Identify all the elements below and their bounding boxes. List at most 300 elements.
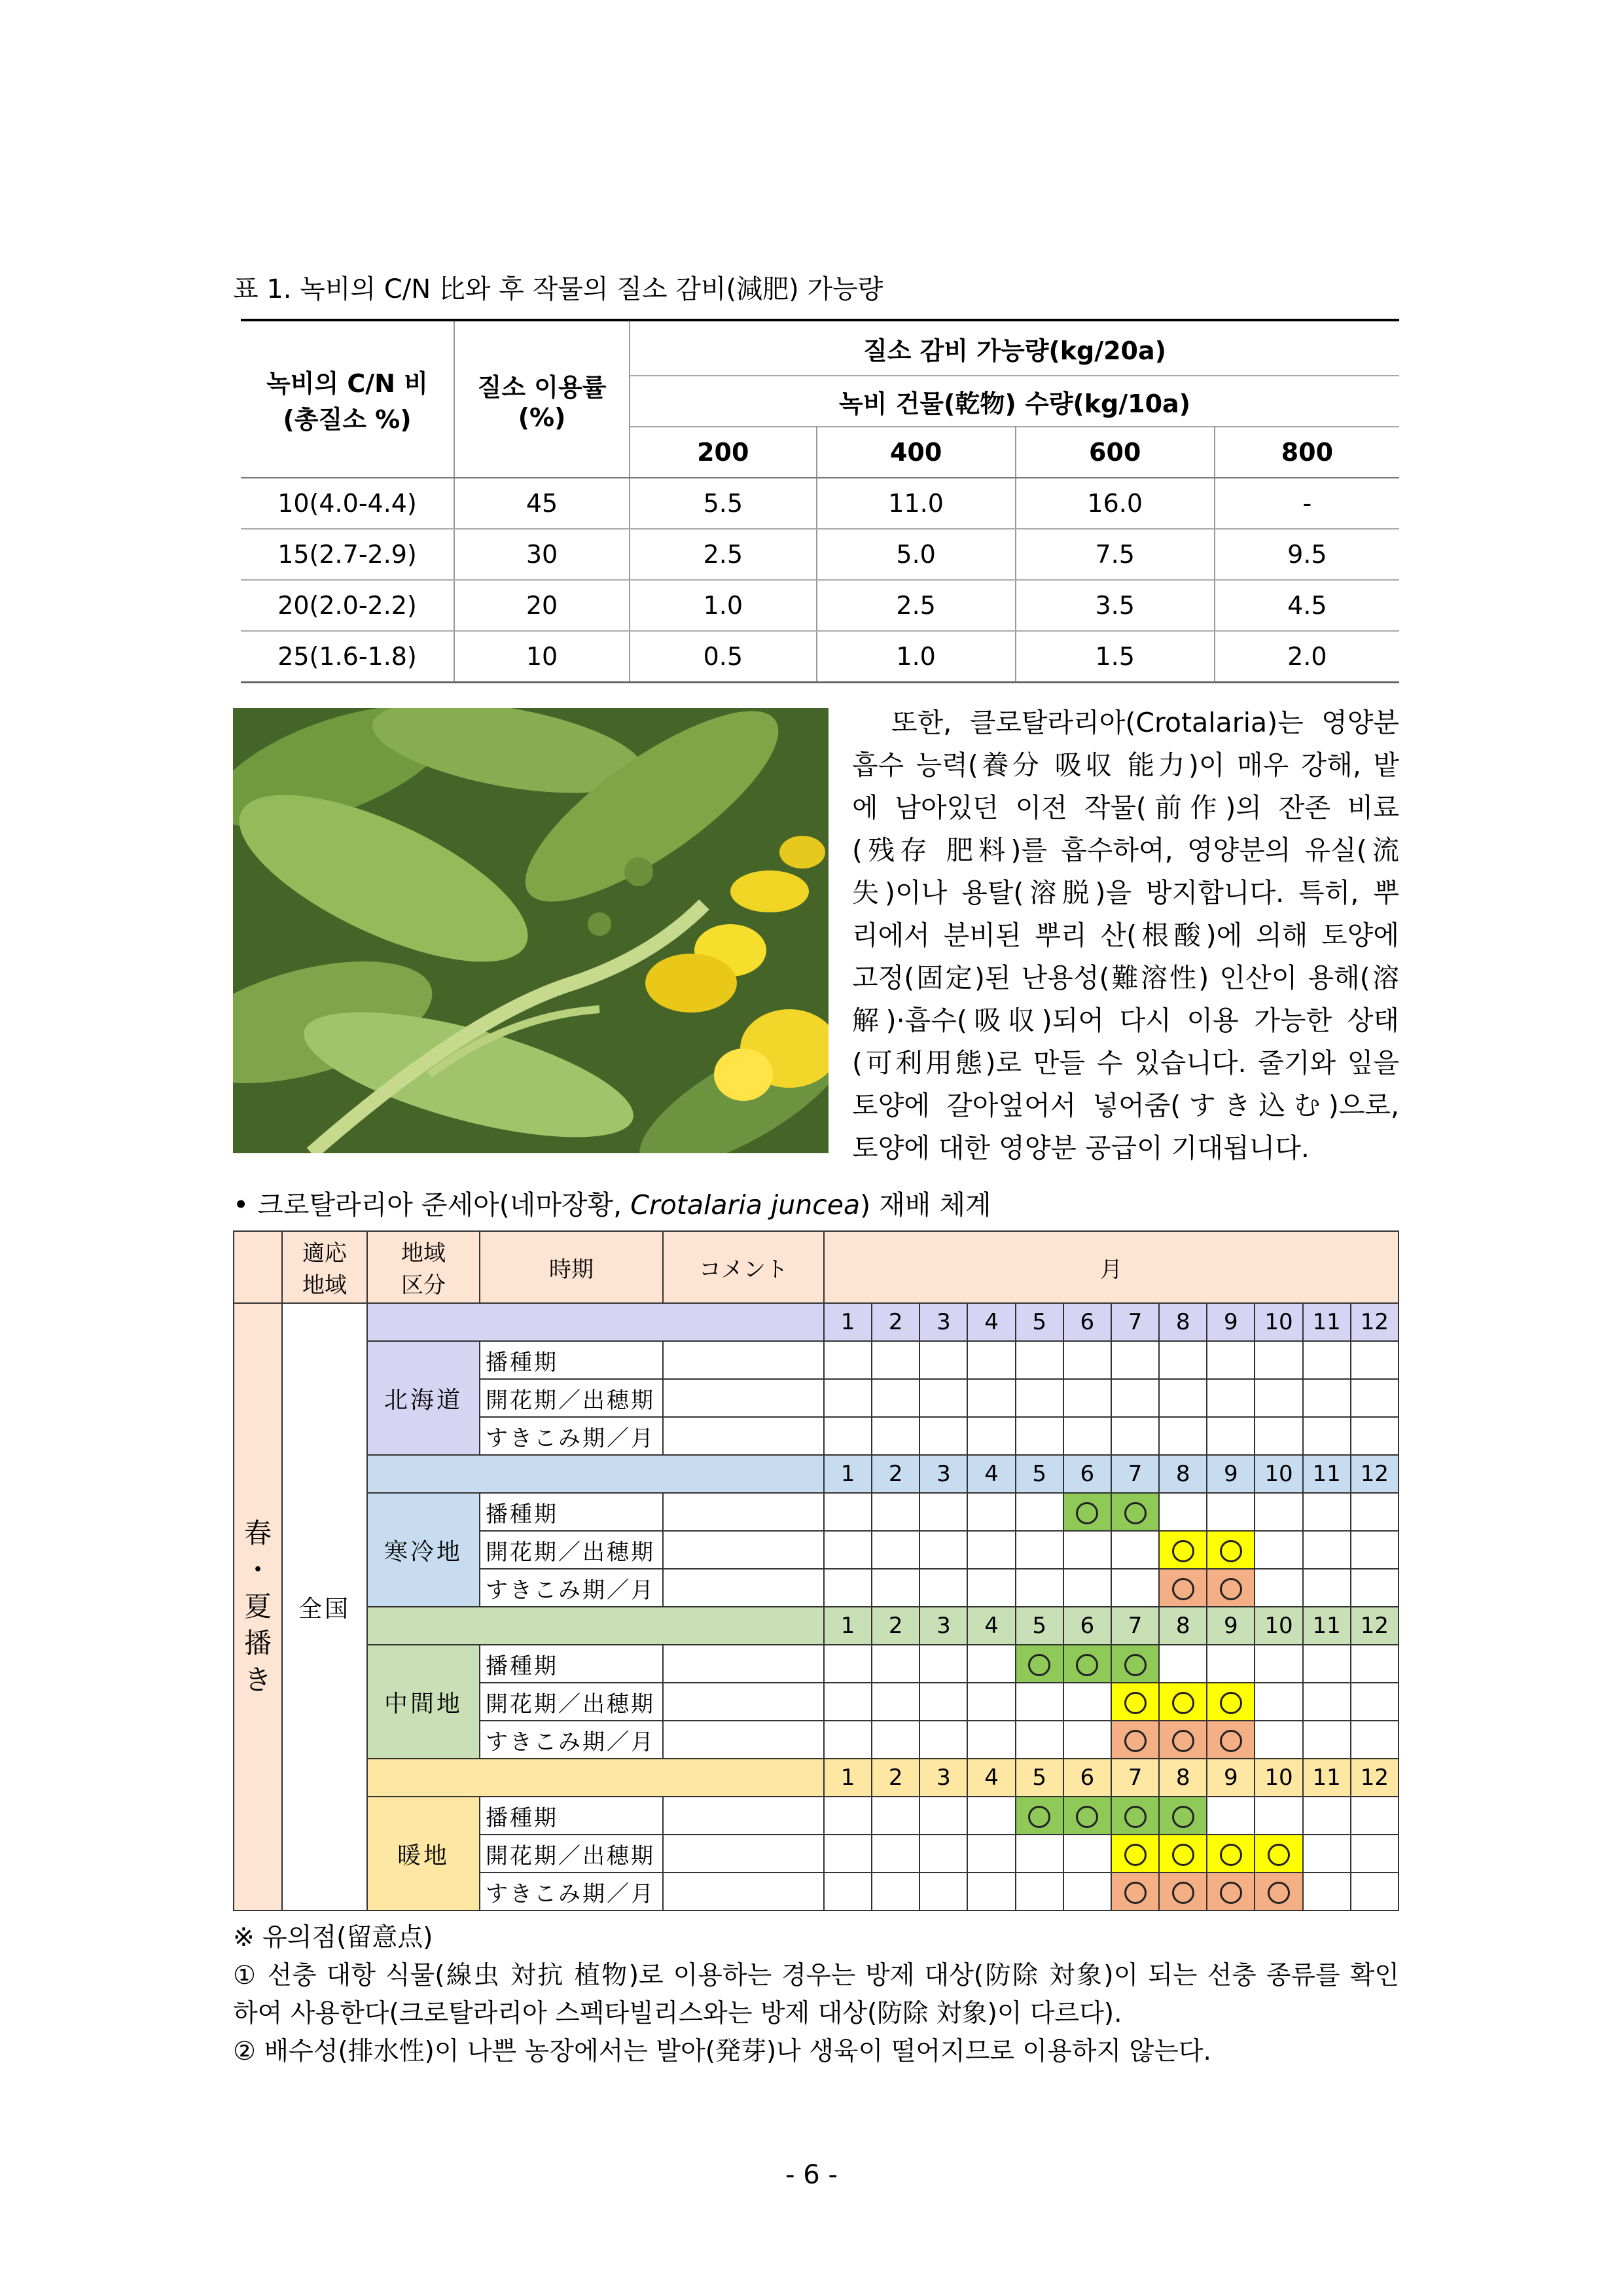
month-cell [1159, 1379, 1207, 1417]
month-cell [967, 1493, 1015, 1531]
month-cell [1159, 1493, 1207, 1531]
month-cell [1303, 1569, 1351, 1607]
month-cell [1303, 1645, 1351, 1683]
circle-mark-icon [1076, 1654, 1098, 1676]
month-cell [967, 1835, 1015, 1873]
month-cell [967, 1873, 1015, 1910]
period-label: すきこみ期／月 [480, 1721, 663, 1759]
comment-cell [663, 1797, 824, 1835]
comment-cell [663, 1493, 824, 1531]
value-cell: 1.0 [630, 580, 817, 631]
table-row [241, 478, 1399, 529]
month-cell [1303, 1493, 1351, 1531]
month-cell [1255, 1493, 1302, 1531]
circle-mark-icon [1124, 1502, 1147, 1524]
month-cell [1351, 1873, 1399, 1910]
month-cell [872, 1341, 919, 1379]
circle-mark-icon [1172, 1540, 1194, 1562]
month-number-row [234, 1759, 1399, 1797]
month-cell [1255, 1569, 1302, 1607]
month-cell [1303, 1797, 1351, 1835]
circle-mark-icon [1028, 1654, 1050, 1676]
month-number: 11 [1303, 1759, 1351, 1797]
paragraph-line: 또한, 클로탈라리아(Crotalaria)는 영양분 [891, 707, 1399, 738]
month-cell [1303, 1341, 1351, 1379]
month-cell [967, 1531, 1015, 1569]
month-cell [1351, 1341, 1399, 1379]
value-cell: 16.0 [1016, 478, 1215, 529]
circle-mark-icon [1028, 1806, 1050, 1828]
month-cell [1351, 1417, 1399, 1455]
schedule-mark-cell [1111, 1721, 1159, 1759]
schedule-mark-cell [1159, 1721, 1207, 1759]
page-number: - 6 - [785, 2160, 838, 2190]
month-number: 11 [1303, 1455, 1351, 1493]
season-header [234, 1231, 282, 1303]
month-number: 3 [919, 1607, 967, 1645]
paragraph-line: 失)이나 용탈(溶脱)을 방지합니다. 특히, 뿌 [852, 877, 1399, 908]
schedule-header-row [234, 1231, 1399, 1303]
month-cell [919, 1569, 967, 1607]
month-cell [1303, 1417, 1351, 1455]
crotalaria-photo [233, 708, 829, 1153]
month-cell [1016, 1683, 1063, 1721]
paragraph-line: 리에서 분비된 뿌리 산(根酸)에 의해 토양에 [852, 920, 1399, 951]
month-cell [1255, 1417, 1302, 1455]
area-header: 地域 区分 [367, 1231, 480, 1303]
month-cell [1207, 1379, 1255, 1417]
schedule-mark-cell [1016, 1645, 1063, 1683]
month-cell [1207, 1417, 1255, 1455]
month-cell [1351, 1683, 1399, 1721]
month-cell [1159, 1645, 1207, 1683]
month-cell [1063, 1569, 1111, 1607]
season-char: 播 [243, 1627, 272, 1659]
month-cell [1255, 1721, 1302, 1759]
comment-cell [663, 1531, 824, 1569]
month-number: 9 [1207, 1759, 1255, 1797]
value-cell: 4.5 [1215, 580, 1399, 631]
comment-cell [663, 1683, 824, 1721]
month-cell [1351, 1645, 1399, 1683]
month-number: 10 [1255, 1455, 1302, 1493]
month-number: 4 [967, 1455, 1015, 1493]
comment-cell [663, 1835, 824, 1873]
schedule-mark-cell [1111, 1835, 1159, 1873]
value-cell: 9.5 [1215, 529, 1399, 580]
schedule-mark-cell [1111, 1873, 1159, 1910]
circle-mark-icon [1124, 1692, 1147, 1714]
month-cell [872, 1645, 919, 1683]
month-number: 7 [1111, 1303, 1159, 1341]
month-cell [967, 1341, 1015, 1379]
schedule-mark-cell [1159, 1683, 1207, 1721]
period-label: 開花期／出穂期 [480, 1835, 663, 1873]
species-name: Crotalaria juncea [630, 1189, 861, 1221]
region-header: 適応 地域 [282, 1231, 367, 1303]
value-cell: 7.5 [1016, 529, 1215, 580]
month-number: 11 [1303, 1607, 1351, 1645]
month-number: 6 [1063, 1759, 1111, 1797]
month-cell [1207, 1797, 1255, 1835]
month-cell [967, 1797, 1015, 1835]
month-number: 6 [1063, 1303, 1111, 1341]
period-header: 時期 [480, 1231, 663, 1303]
area-band [367, 1303, 824, 1341]
value-cell: 5.5 [630, 478, 817, 529]
month-cell [919, 1417, 967, 1455]
month-cell [1303, 1531, 1351, 1569]
reduction-group-header: 질소 감비 가능량(kg/20a) [630, 320, 1399, 376]
area-band [367, 1759, 824, 1797]
value-cell: 2.5 [630, 529, 817, 580]
schedule-mark-cell [1159, 1569, 1207, 1607]
month-cell [1159, 1417, 1207, 1455]
circle-mark-icon [1076, 1806, 1098, 1828]
circle-mark-icon [1172, 1730, 1194, 1752]
month-cell [1111, 1417, 1159, 1455]
circle-mark-icon [1124, 1806, 1147, 1828]
amount-header: 600 [1016, 427, 1215, 478]
month-number: 5 [1016, 1759, 1063, 1797]
month-number: 5 [1016, 1607, 1063, 1645]
plant-illustration [233, 708, 829, 1153]
body-paragraph [852, 702, 1399, 1170]
month-number: 12 [1351, 1303, 1399, 1341]
month-number: 7 [1111, 1607, 1159, 1645]
month-number-row [234, 1607, 1399, 1645]
month-number-row [234, 1303, 1399, 1341]
cn-cell: 10(4.0-4.4) [241, 478, 454, 529]
month-cell [1111, 1379, 1159, 1417]
circle-mark-icon [1124, 1730, 1147, 1752]
month-cell [1303, 1873, 1351, 1910]
period-label: 播種期 [480, 1797, 663, 1835]
month-cell [1063, 1873, 1111, 1910]
month-number-row [234, 1455, 1399, 1493]
month-cell [919, 1341, 967, 1379]
month-cell [824, 1645, 872, 1683]
notes-section [233, 1919, 1399, 2071]
month-cell [967, 1417, 1015, 1455]
month-cell [967, 1569, 1015, 1607]
circle-mark-icon [1076, 1502, 1098, 1524]
month-number: 6 [1063, 1607, 1111, 1645]
month-cell [919, 1873, 967, 1910]
month-number: 8 [1159, 1759, 1207, 1797]
month-cell [967, 1379, 1015, 1417]
schedule-mark-cell [1111, 1645, 1159, 1683]
dry-matter-header: 녹비 건물(乾物) 수량(kg/10a) [630, 376, 1399, 427]
value-cell: 3.5 [1016, 580, 1215, 631]
month-cell [872, 1379, 919, 1417]
month-cell [1255, 1531, 1302, 1569]
month-number: 8 [1159, 1455, 1207, 1493]
period-row [234, 1797, 1399, 1835]
month-number: 8 [1159, 1607, 1207, 1645]
month-cell [1016, 1721, 1063, 1759]
circle-mark-icon [1220, 1882, 1242, 1904]
paragraph-line: 토양에 대한 영양분 공급이 기대됩니다. [852, 1132, 1310, 1164]
value-cell: 1.0 [817, 631, 1016, 683]
bullet-icon: • [233, 1189, 249, 1221]
schedule-mark-cell [1063, 1797, 1111, 1835]
paragraph-line: 에 남아있던 이전 작물(前作)의 잔존 비료 [852, 792, 1399, 823]
month-cell [1063, 1379, 1111, 1417]
period-label: 開花期／出穂期 [480, 1531, 663, 1569]
month-number: 2 [872, 1607, 919, 1645]
month-cell [1351, 1797, 1399, 1835]
heading-text: ) 재배 체계 [860, 1189, 991, 1221]
month-number: 10 [1255, 1303, 1302, 1341]
comment-cell [663, 1417, 824, 1455]
comment-cell [663, 1569, 824, 1607]
month-cell [1303, 1721, 1351, 1759]
notes-title: ※ 유의점(留意点) [233, 1923, 433, 1952]
schedule-mark-cell [1016, 1797, 1063, 1835]
month-cell [1063, 1531, 1111, 1569]
month-number: 12 [1351, 1455, 1399, 1493]
value-cell: - [1215, 478, 1399, 529]
month-cell [824, 1873, 872, 1910]
paragraph-line: (可利用態)로 만들 수 있습니다. 줄기와 잎을 [852, 1047, 1399, 1079]
table-row [241, 631, 1399, 683]
month-number: 4 [967, 1759, 1015, 1797]
month-cell [1063, 1417, 1111, 1455]
rate-cell: 30 [454, 529, 630, 580]
month-number: 9 [1207, 1455, 1255, 1493]
month-number: 10 [1255, 1607, 1302, 1645]
nitrogen-reduction-table [241, 319, 1399, 683]
area-name: 中間地 [367, 1645, 480, 1759]
month-number: 7 [1111, 1455, 1159, 1493]
schedule-mark-cell [1111, 1683, 1159, 1721]
schedule-mark-cell [1063, 1493, 1111, 1531]
month-number: 10 [1255, 1759, 1302, 1797]
month-cell [824, 1683, 872, 1721]
cultivation-schedule-table [233, 1230, 1399, 1911]
month-number: 12 [1351, 1607, 1399, 1645]
circle-mark-icon [1124, 1844, 1147, 1866]
period-label: 播種期 [480, 1645, 663, 1683]
circle-mark-icon [1172, 1844, 1194, 1866]
note-2: ② 배수성(排水性)이 나쁜 농장에서는 발아(発芽)나 생육이 떨어지므로 이용하지 않는다. [233, 2037, 1211, 2066]
month-number: 7 [1111, 1759, 1159, 1797]
schedule-mark-cell [1207, 1873, 1255, 1910]
month-header: 月 [824, 1231, 1399, 1303]
month-number: 3 [919, 1759, 967, 1797]
table-row [241, 529, 1399, 580]
month-cell [967, 1721, 1015, 1759]
month-cell [919, 1721, 967, 1759]
month-number: 4 [967, 1607, 1015, 1645]
month-cell [824, 1493, 872, 1531]
month-number: 8 [1159, 1303, 1207, 1341]
month-cell [1016, 1379, 1063, 1417]
rate-cell: 45 [454, 478, 630, 529]
period-row [234, 1645, 1399, 1683]
month-number: 3 [919, 1455, 967, 1493]
month-number: 9 [1207, 1607, 1255, 1645]
month-cell [919, 1645, 967, 1683]
rate-cell: 20 [454, 580, 630, 631]
season-char: 夏 [243, 1590, 272, 1623]
period-label: すきこみ期／月 [480, 1873, 663, 1910]
note-1-line: 하여 사용한다(크로탈라리아 스펙타빌리스와는 방제 대상(防除 対象)이 다르다). [233, 1999, 1122, 2028]
schedule-mark-cell [1207, 1531, 1255, 1569]
month-cell [1063, 1721, 1111, 1759]
month-cell [1303, 1683, 1351, 1721]
amount-header: 200 [630, 427, 817, 478]
month-cell [1016, 1873, 1063, 1910]
month-cell [1063, 1341, 1111, 1379]
schedule-mark-cell [1111, 1797, 1159, 1835]
circle-mark-icon [1220, 1578, 1242, 1600]
period-row [234, 1493, 1399, 1531]
month-cell [1255, 1683, 1302, 1721]
month-cell [1063, 1683, 1111, 1721]
period-row [234, 1341, 1399, 1379]
month-cell [919, 1797, 967, 1835]
month-cell [1063, 1835, 1111, 1873]
month-cell [872, 1683, 919, 1721]
season-char: 春 [243, 1517, 272, 1549]
schedule-mark-cell [1159, 1797, 1207, 1835]
month-cell [872, 1721, 919, 1759]
month-number: 9 [1207, 1303, 1255, 1341]
schedule-mark-cell [1159, 1835, 1207, 1873]
comment-cell [663, 1341, 824, 1379]
month-cell [1303, 1835, 1351, 1873]
month-cell [919, 1835, 967, 1873]
rate-cell: 10 [454, 631, 630, 683]
circle-mark-icon [1172, 1882, 1194, 1904]
month-cell [919, 1531, 967, 1569]
schedule-mark-cell [1159, 1531, 1207, 1569]
value-cell: 11.0 [817, 478, 1016, 529]
paragraph-line: (残存 肥料)를 흡수하여, 영양분의 유실(流 [852, 834, 1399, 866]
month-cell [824, 1569, 872, 1607]
season-char: ・ [243, 1554, 272, 1586]
paragraph-line: 고정(固定)된 난용성(難溶性) 인산이 용해(溶 [852, 962, 1399, 994]
month-cell [1111, 1341, 1159, 1379]
month-cell [1255, 1379, 1302, 1417]
month-cell [919, 1379, 967, 1417]
cn-ratio-header: 녹비의 C/N 비 (총질소 %) [241, 320, 454, 478]
month-number: 1 [824, 1303, 872, 1341]
month-cell [1351, 1569, 1399, 1607]
circle-mark-icon [1124, 1882, 1147, 1904]
month-cell [1351, 1379, 1399, 1417]
month-cell [824, 1417, 872, 1455]
month-cell [824, 1797, 872, 1835]
month-cell [1255, 1341, 1302, 1379]
month-cell [872, 1531, 919, 1569]
circle-mark-icon [1172, 1806, 1194, 1828]
month-cell [824, 1835, 872, 1873]
month-cell [967, 1645, 1015, 1683]
month-cell [1016, 1493, 1063, 1531]
circle-mark-icon [1172, 1578, 1194, 1600]
circle-mark-icon [1220, 1844, 1242, 1866]
circle-mark-icon [1220, 1730, 1242, 1752]
table-row [241, 580, 1399, 631]
schedule-heading [233, 1183, 991, 1222]
month-cell [824, 1531, 872, 1569]
schedule-mark-cell [1063, 1645, 1111, 1683]
comment-cell [663, 1379, 824, 1417]
circle-mark-icon [1172, 1692, 1194, 1714]
area-band [367, 1455, 824, 1493]
period-label: 開花期／出穂期 [480, 1683, 663, 1721]
comment-cell [663, 1645, 824, 1683]
amount-header: 400 [817, 427, 1016, 478]
schedule-mark-cell [1255, 1873, 1302, 1910]
circle-mark-icon [1268, 1882, 1290, 1904]
schedule-mark-cell [1207, 1835, 1255, 1873]
month-number: 2 [872, 1759, 919, 1797]
comment-cell [663, 1721, 824, 1759]
month-cell [872, 1873, 919, 1910]
circle-mark-icon [1268, 1844, 1290, 1866]
circle-mark-icon [1220, 1540, 1242, 1562]
month-number: 12 [1351, 1759, 1399, 1797]
month-number: 2 [872, 1455, 919, 1493]
month-cell [1207, 1493, 1255, 1531]
period-label: 播種期 [480, 1341, 663, 1379]
value-cell: 2.0 [1215, 631, 1399, 683]
value-cell: 0.5 [630, 631, 817, 683]
schedule-mark-cell [1255, 1835, 1302, 1873]
month-cell [1016, 1569, 1063, 1607]
paragraph-line: 토양에 갈아엎어서 넣어줌(すき込む)으로, [852, 1090, 1399, 1121]
month-cell [1351, 1835, 1399, 1873]
month-cell [967, 1683, 1015, 1721]
month-cell [1016, 1835, 1063, 1873]
schedule-mark-cell [1207, 1569, 1255, 1607]
cn-cell: 20(2.0-2.2) [241, 580, 454, 631]
month-cell [824, 1379, 872, 1417]
month-cell [1351, 1721, 1399, 1759]
cn-cell: 15(2.7-2.9) [241, 529, 454, 580]
month-cell [1255, 1797, 1302, 1835]
month-cell [872, 1493, 919, 1531]
month-number: 11 [1303, 1303, 1351, 1341]
value-cell: 2.5 [817, 580, 1016, 631]
month-number: 5 [1016, 1455, 1063, 1493]
month-number: 3 [919, 1303, 967, 1341]
month-number: 1 [824, 1759, 872, 1797]
schedule-mark-cell [1207, 1683, 1255, 1721]
period-label: すきこみ期／月 [480, 1569, 663, 1607]
month-cell [1207, 1645, 1255, 1683]
month-number: 5 [1016, 1303, 1063, 1341]
month-cell [1159, 1341, 1207, 1379]
comment-cell [663, 1873, 824, 1910]
period-label: 開花期／出穂期 [480, 1379, 663, 1417]
amount-header: 800 [1215, 427, 1399, 478]
paragraph-line: 흡수 능력(養分 吸収 能力)이 매우 강해, 밭 [852, 749, 1399, 781]
month-number: 4 [967, 1303, 1015, 1341]
table1-caption: 표 1. 녹비의 C/N 比와 후 작물의 질소 감비(減肥) 가능량 [233, 274, 883, 304]
month-cell [919, 1493, 967, 1531]
area-name: 暖地 [367, 1797, 480, 1910]
month-cell [1255, 1645, 1302, 1683]
month-number: 6 [1063, 1455, 1111, 1493]
month-cell [872, 1417, 919, 1455]
value-cell: 5.0 [817, 529, 1016, 580]
region-cell: 全国 [282, 1303, 367, 1910]
